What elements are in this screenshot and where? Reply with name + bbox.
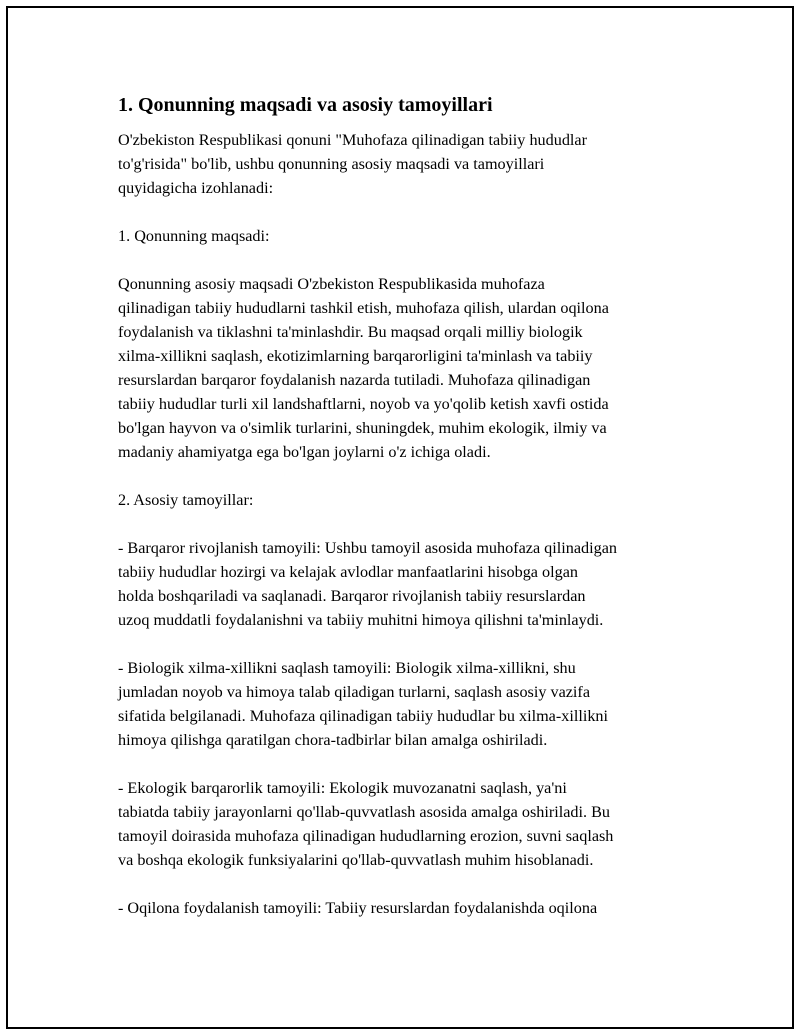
- paragraph-sustainable-development: [118, 536, 708, 632]
- text-line: sifatida belgilanadi. Muhofaza qilinadigan tabiiy hududlar bu xilma-xillikni: [118, 707, 609, 725]
- paragraph-rational-use: [118, 896, 708, 920]
- text-line: - Biologik xilma-xillikni saqlash tamoyili: Biologik xilma-xillikni, shu: [118, 659, 576, 677]
- paragraph-biodiversity: [118, 656, 708, 752]
- text-line: - Ekologik barqarorlik tamoyili: Ekologik muvozanatni saqlash, ya'ni: [118, 779, 567, 797]
- text-line: to'g'risida" bo'lib, ushbu qonunning asosiy maqsadi va tamoyillari: [118, 155, 545, 173]
- text-line: quyidagicha izohlanadi:: [118, 179, 274, 197]
- text-line: va boshqa ekologik funksiyalarini qo'llab-quvvatlash muhim hisoblanadi.: [118, 851, 594, 869]
- text-line: foydalanish va tiklashni ta'minlashdir. Bu maqsad orqali milliy biologik: [118, 323, 583, 341]
- section-heading-principles: [118, 488, 708, 512]
- text-line: jumladan noyob va himoya talab qiladigan turlarni, saqlash asosiy vazifa: [118, 683, 591, 701]
- text-line: 1. Qonunning maqsadi:: [118, 227, 270, 245]
- text-line: resurslardan barqaror foydalanish nazarda tutiladi. Muhofaza qilinadigan: [118, 371, 591, 389]
- text-line: - Barqaror rivojlanish tamoyili: Ushbu tamoyil asosida muhofaza qilinadigan: [118, 539, 618, 557]
- document-title: 1. Qonunning maqsadi va asosiy tamoyillari: [118, 94, 493, 116]
- paragraph-purpose: [118, 272, 708, 464]
- text-line: tabiiy hududlar turli xil landshaftlarni, noyob va yo'qolib ketish xavfi ostida: [118, 395, 609, 413]
- text-line: xilma-xillikni saqlash, ekotizimlarning barqarorligini ta'minlash va tabiiy: [118, 347, 593, 365]
- text-line: madaniy ahamiyatga ega bo'lgan joylarni o'z ichiga oladi.: [118, 443, 491, 461]
- text-line: - Oqilona foydalanish tamoyili: Tabiiy resurslardan foydalanishda oqilona: [118, 899, 598, 917]
- paragraph-ecological-stability: [118, 776, 708, 872]
- text-line: uzoq muddatli foydalanishni va tabiiy muhitni himoya qilishni ta'minlaydi.: [118, 611, 604, 629]
- text-line: O'zbekiston Respublikasi qonuni "Muhofaza qilinadigan tabiiy hududlar: [118, 131, 587, 149]
- text-line: qilinadigan tabiiy hududlarni tashkil etish, muhofaza qilish, ulardan oqilona: [118, 299, 609, 317]
- text-line: tabiiy hududlar hozirgi va kelajak avlodlar manfaatlarini hisobga olgan: [118, 563, 578, 581]
- text-line: himoya qilishga qaratilgan chora-tadbirlar bilan amalga oshiriladi.: [118, 731, 548, 749]
- text-line: 2. Asosiy tamoyillar:: [118, 491, 254, 509]
- text-line: holda boshqariladi va saqlanadi. Barqaror rivojlanish tabiiy resurslardan: [118, 587, 586, 605]
- text-line: tamoyil doirasida muhofaza qilinadigan hududlarning erozion, suvni saqlash: [118, 827, 614, 845]
- text-line: Qonunning asosiy maqsadi O'zbekiston Respublikasida muhofaza: [118, 275, 545, 293]
- document-body: [118, 92, 708, 944]
- text-line: tabiatda tabiiy jarayonlarni qo'llab-quvvatlash asosida amalga oshiriladi. Bu: [118, 803, 611, 821]
- paragraph-intro: [118, 128, 708, 200]
- text-line: bo'lgan hayvon va o'simlik turlarini, shuningdek, muhim ekologik, ilmiy va: [118, 419, 607, 437]
- section-heading-purpose: [118, 224, 708, 248]
